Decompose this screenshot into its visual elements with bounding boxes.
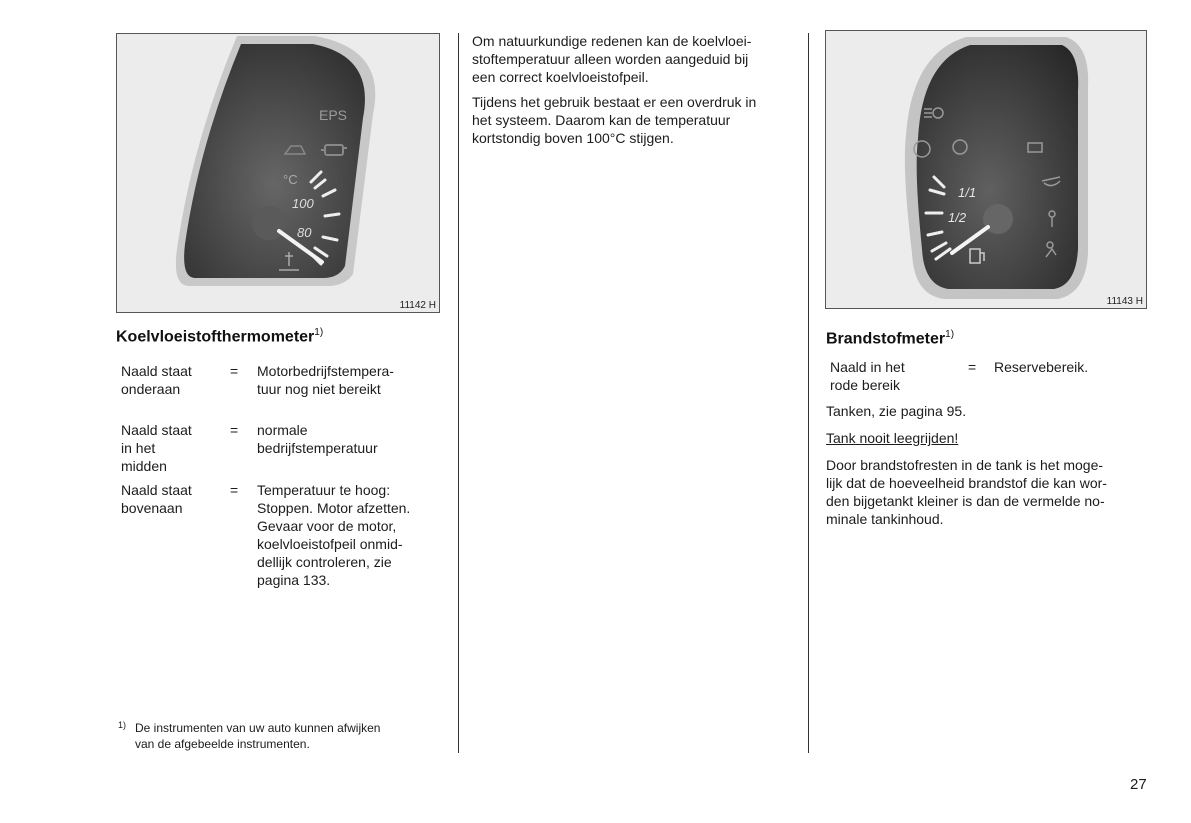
fuel-gauge-illustration	[826, 31, 1146, 308]
needle-hub	[252, 206, 286, 240]
coolant-gauge-illustration	[117, 34, 439, 312]
key-line: onderaan	[121, 381, 181, 397]
text-line: den bijgetankt kleiner is dan de vermelde no-	[826, 493, 1105, 509]
empty-tank-warning: Tank nooit leegrijden!	[826, 430, 959, 446]
tick-label-full: 1/1	[958, 185, 977, 200]
key-line: rode bereik	[830, 377, 901, 393]
value-line: Motorbedrijfstempera-	[257, 363, 394, 379]
heading-footnote-ref: 1)	[945, 329, 955, 340]
text-line: lijk dat de hoeveelheid brandstof die kan wor-	[826, 475, 1107, 491]
coolant-heading-text: Koelvloeistofthermometer	[116, 328, 315, 346]
tick-label-100: 100	[292, 196, 314, 211]
value-line: tuur nog niet bereikt	[257, 381, 381, 397]
text-line: stoftemperatuur alleen worden aangeduid bij	[472, 51, 749, 67]
key-line: bovenaan	[121, 500, 183, 516]
page-number: 27	[1130, 776, 1147, 793]
column-divider-right	[808, 33, 809, 753]
text-line: een correct koelvloeistofpeil.	[472, 69, 649, 85]
fuel-heading-text: Brandstofmeter	[826, 330, 946, 348]
eps-warning-light: EPS	[319, 107, 348, 123]
row-value	[257, 421, 378, 457]
row-key	[121, 362, 192, 398]
key-line: Naald staat	[121, 422, 192, 438]
text-line: Door brandstofresten in de tank is het moge-	[826, 457, 1104, 473]
value-line: normale	[257, 422, 308, 438]
value-line: Gevaar voor de motor,	[257, 518, 397, 534]
celsius-unit: °C	[283, 172, 298, 187]
row-key	[121, 421, 192, 475]
refuel-reference: Tanken, zie pagina 95.	[826, 403, 967, 419]
value-line: pagina 133.	[257, 572, 331, 588]
row-value	[257, 481, 410, 589]
tick-label-half: 1/2	[948, 210, 967, 225]
value-line: koelvloeistofpeil onmid-	[257, 536, 403, 552]
equals-sign: =	[968, 359, 977, 375]
figure-number: 11143 H	[1106, 296, 1143, 307]
heading-footnote-ref: 1)	[314, 327, 324, 338]
footnote-line: De instrumenten van uw auto kunnen afwijken	[135, 721, 381, 735]
fuel-section-heading	[826, 329, 954, 348]
key-line: Naald staat	[121, 363, 192, 379]
row-value: Reservebereik.	[994, 359, 1089, 375]
value-line: dellijk controleren, zie	[257, 554, 392, 570]
key-line: in het	[121, 440, 156, 456]
text-line: minale tankinhoud.	[826, 511, 944, 527]
row-value	[257, 362, 394, 398]
value-line: Temperatuur te hoog:	[257, 482, 391, 498]
column-divider-left	[458, 33, 459, 753]
fuel-gauge-figure	[825, 30, 1147, 309]
value-line: Stoppen. Motor afzetten.	[257, 500, 411, 516]
equals-sign: =	[230, 363, 239, 379]
coolant-section-heading	[116, 327, 323, 346]
text-line: het systeem. Daarom kan de temperatuur	[472, 112, 731, 128]
footnote-line: van de afgebeelde instrumenten.	[135, 737, 310, 751]
footnote-mark: 1)	[118, 720, 127, 730]
text-line: kortstondig boven 100°C stijgen.	[472, 130, 674, 146]
footnote-text	[135, 720, 448, 752]
tick-label-80: 80	[297, 225, 312, 240]
key-line: Naald in het	[830, 359, 905, 375]
physics-paragraph	[472, 32, 792, 86]
overpressure-paragraph	[472, 93, 792, 147]
footnote	[118, 720, 448, 752]
key-line: Naald staat	[121, 482, 192, 498]
row-key	[121, 481, 192, 517]
key-line: midden	[121, 458, 167, 474]
value-line: bedrijfstemperatuur	[257, 440, 378, 456]
row-key	[830, 358, 905, 394]
equals-sign: =	[230, 482, 239, 498]
fuel-residue-paragraph	[826, 456, 1156, 528]
figure-number: 11142 H	[399, 300, 436, 311]
coolant-gauge-figure	[116, 33, 440, 313]
equals-sign: =	[230, 422, 239, 438]
text-line: Om natuurkundige redenen kan de koelvloei-	[472, 33, 752, 49]
text-line: Tijdens het gebruik bestaat er een overdruk in	[472, 94, 757, 110]
